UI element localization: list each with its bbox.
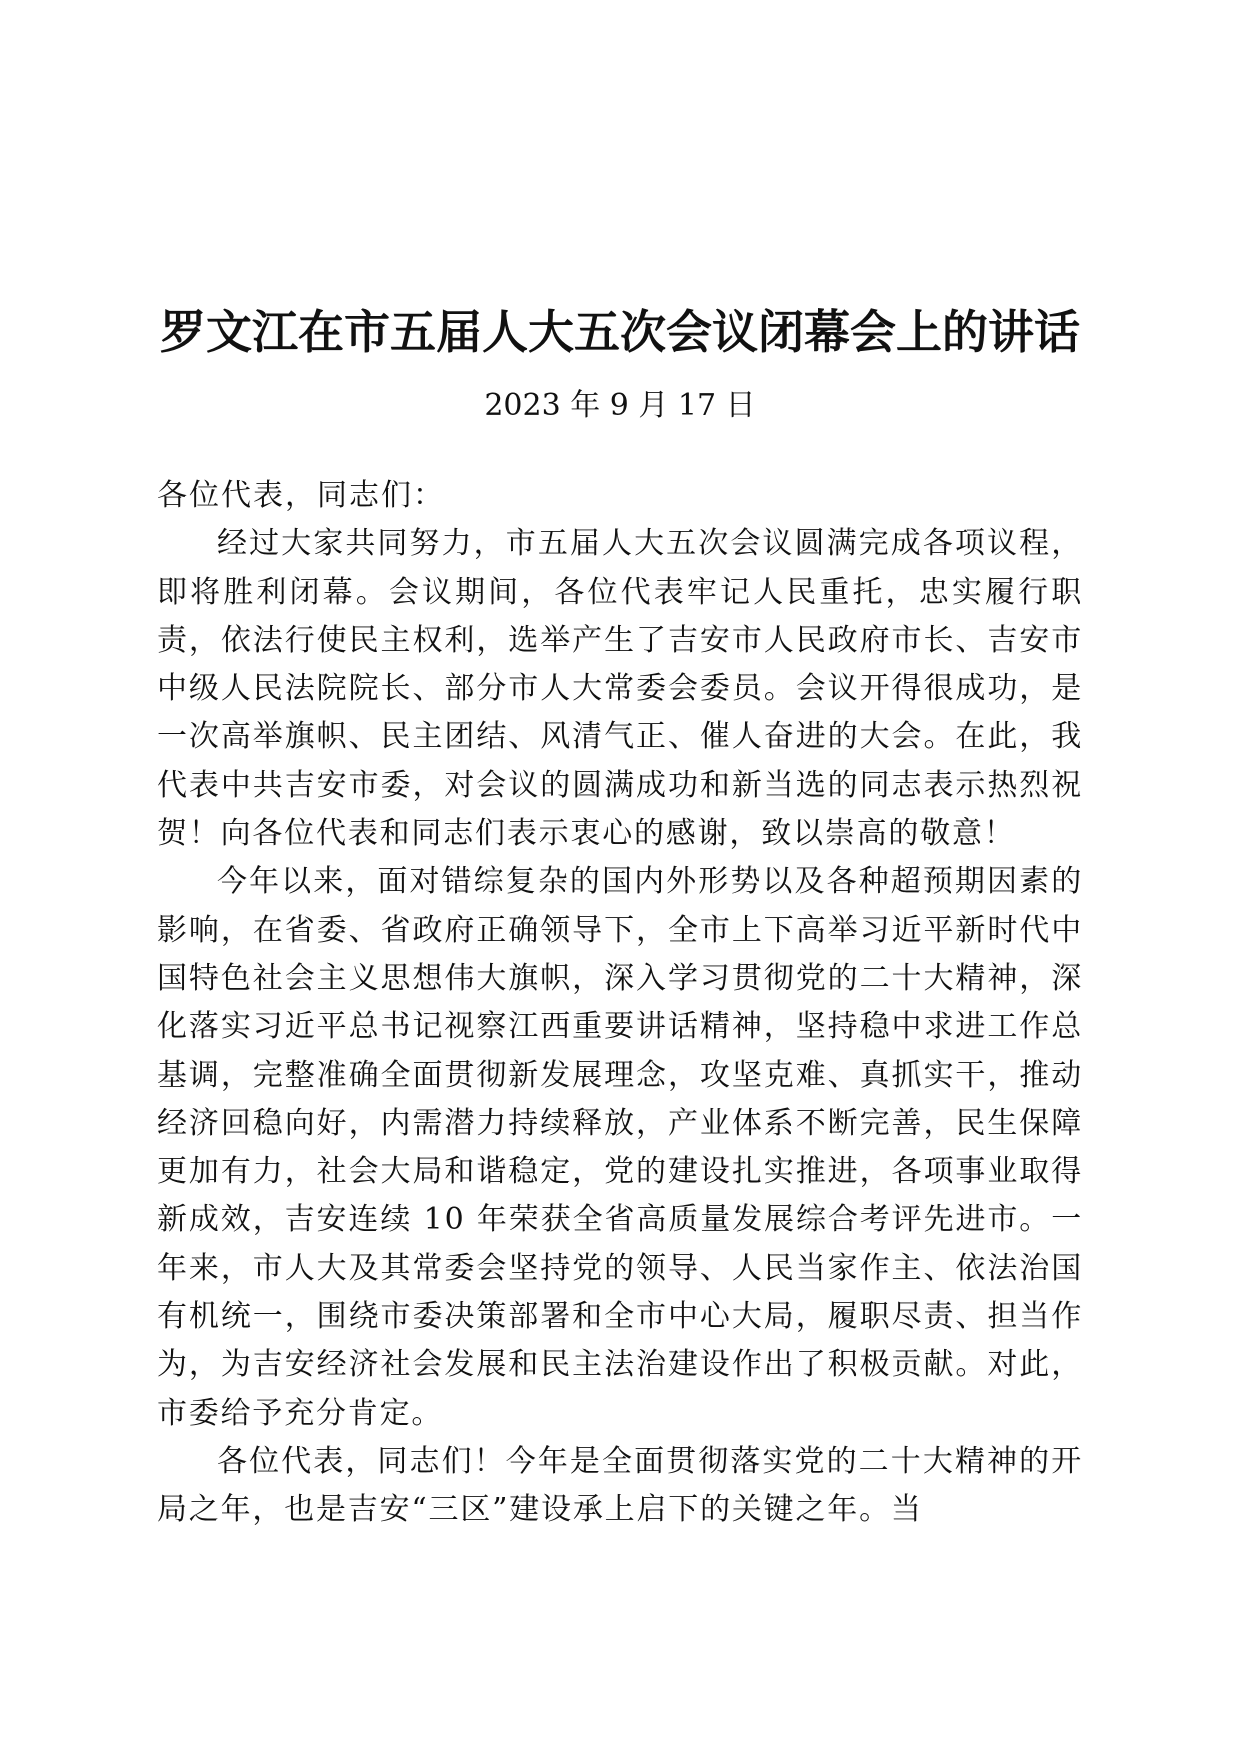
document-date: 2023 年 9 月 17 日	[484, 388, 756, 423]
salutation: 各位代表，同志们：	[157, 478, 445, 513]
paragraph: 各位代表，同志们！今年是全面贯彻落实党的二十大精神的开局之年，也是吉安“三区”建设承上启下的关键之年。当	[157, 1443, 1083, 1528]
paragraph: 经过大家共同努力，市五届人大五次会议圆满完成各项议程，即将胜利闭幕。会议期间，各位代表牢记人民重托，忠实履行职责，依法行使民主权利，选举产生了吉安市人民政府市长、吉安市中级人民法院院长、部分市人大常委会委员。会议开得很成功，是一次高举旗帜、民主团结、风清气正、催人奋进的大会。在此，我代表中共吉安市委，对会议的圆满成功和新当选的同志表示热烈祝贺！向各位代表和同志们表示衷心的感谢，致以崇高的敬意！	[157, 526, 1083, 852]
paragraph: 今年以来，面对错综复杂的国内外形势以及各种超预期因素的影响，在省委、省政府正确领导下，全市上下高举习近平新时代中国特色社会主义思想伟大旗帜，深入学习贯彻党的二十大精神，深化落实习近平总书记视察江西重要讲话精神，坚持稳中求进工作总基调，完整准确全面贯彻新发展理念，攻坚克难、真抓实干，推动经济回稳向好，内需潜力持续释放，产业体系不断完善，民生保障更加有力，社会大局和谐稳定，党的建设扎实推进，各项事业取得新成效，吉安连续 10 年荣获全省高质量发展综合考评先进市。一年来，市人大及其常委会坚持党的领导、人民当家作主、依法治国有机统一，围绕市委决策部署和全市中心大局，履职尽责、担当作为，为吉安经济社会发展和民主法治建设作出了积极贡献。对此，市委给予充分肯定。	[157, 864, 1083, 1431]
document-title: 罗文江在市五届人大五次会议闭幕会上的讲话	[160, 305, 1080, 359]
document-body	[157, 472, 1083, 1535]
